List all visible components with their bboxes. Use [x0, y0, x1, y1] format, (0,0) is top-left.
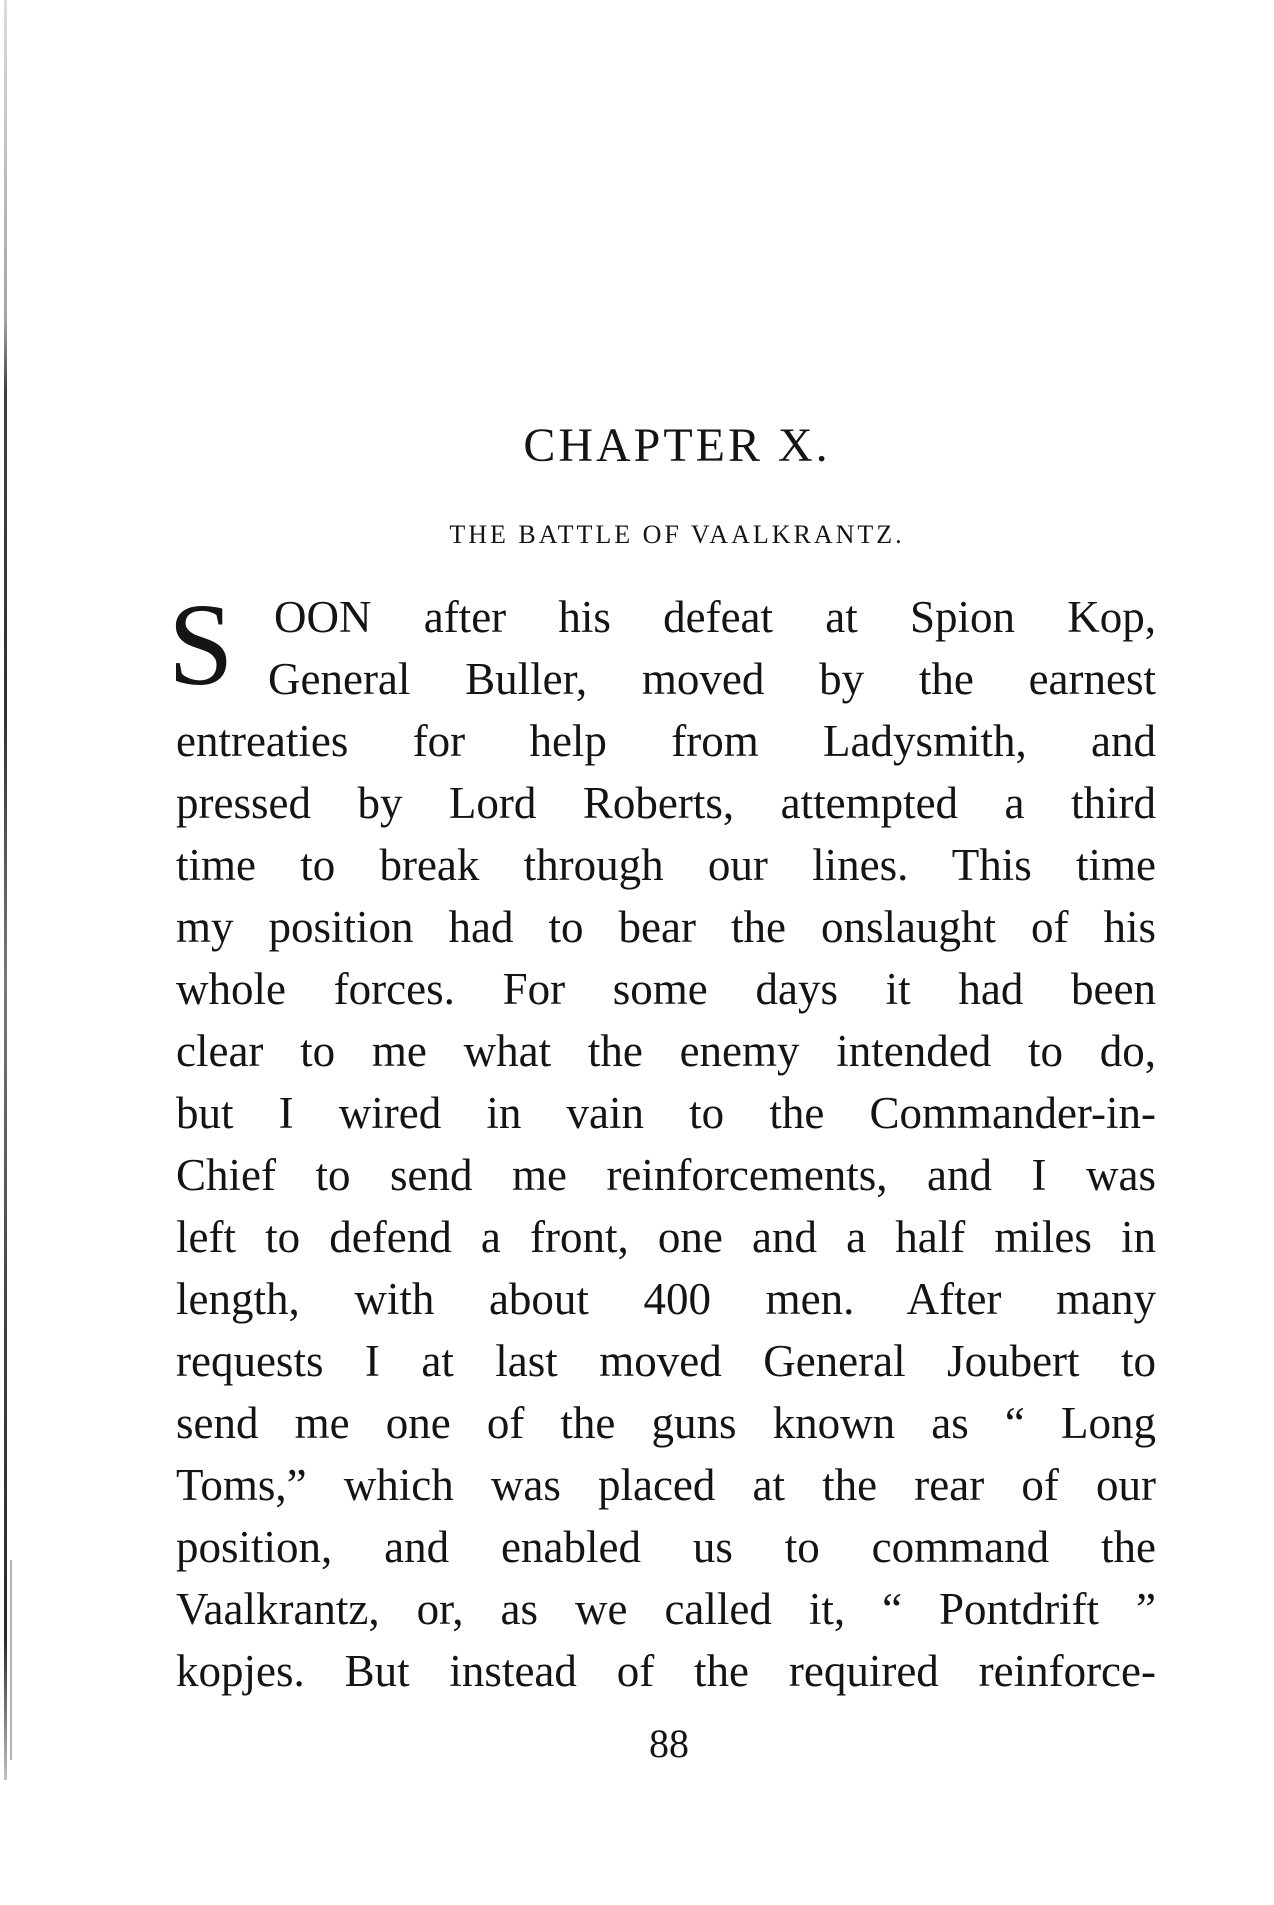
text-line: General Buller, moved by the earnest: [268, 654, 1156, 704]
drop-cap: S: [168, 579, 234, 710]
text-line: requests I at last moved General Joubert to: [176, 1336, 1156, 1386]
chapter-title: CHAPTER X.: [523, 419, 831, 472]
text-line: my position had to bear the onslaught of his: [176, 902, 1156, 952]
text-line: OON after his defeat at Spion Kop,: [274, 592, 1156, 642]
text-line: length, with about 400 men. After many: [176, 1274, 1156, 1324]
text-line: entreaties for help from Ladysmith, and: [176, 716, 1156, 766]
text-line: Chief to send me reinforcements, and I was: [176, 1150, 1156, 1200]
text-line: kopjes. But instead of the required reinforce-: [176, 1646, 1156, 1696]
body-text: [168, 579, 1156, 1702]
chapter-subtitle: THE BATTLE OF VAALKRANTZ.: [449, 520, 905, 549]
page-number: 88: [649, 1721, 689, 1766]
text-line: whole forces. For some days it had been: [176, 964, 1156, 1014]
text-line: clear to me what the enemy intended to do,: [176, 1026, 1156, 1076]
text-line: time to break through our lines. This time: [176, 840, 1156, 890]
text-line: left to defend a front, one and a half miles in: [176, 1212, 1156, 1262]
text-line: Vaalkrantz, or, as we called it, “ Pontdrift ”: [176, 1584, 1156, 1634]
text-line: Toms,” which was placed at the rear of our: [176, 1460, 1156, 1510]
binding-edge: [4, 0, 7, 1780]
text-line: position, and enabled us to command the: [176, 1522, 1156, 1572]
text-line: pressed by Lord Roberts, attempted a third: [176, 778, 1156, 828]
text-line: but I wired in vain to the Commander-in-: [176, 1088, 1156, 1138]
text-line: send me one of the guns known as “ Long: [176, 1398, 1156, 1448]
